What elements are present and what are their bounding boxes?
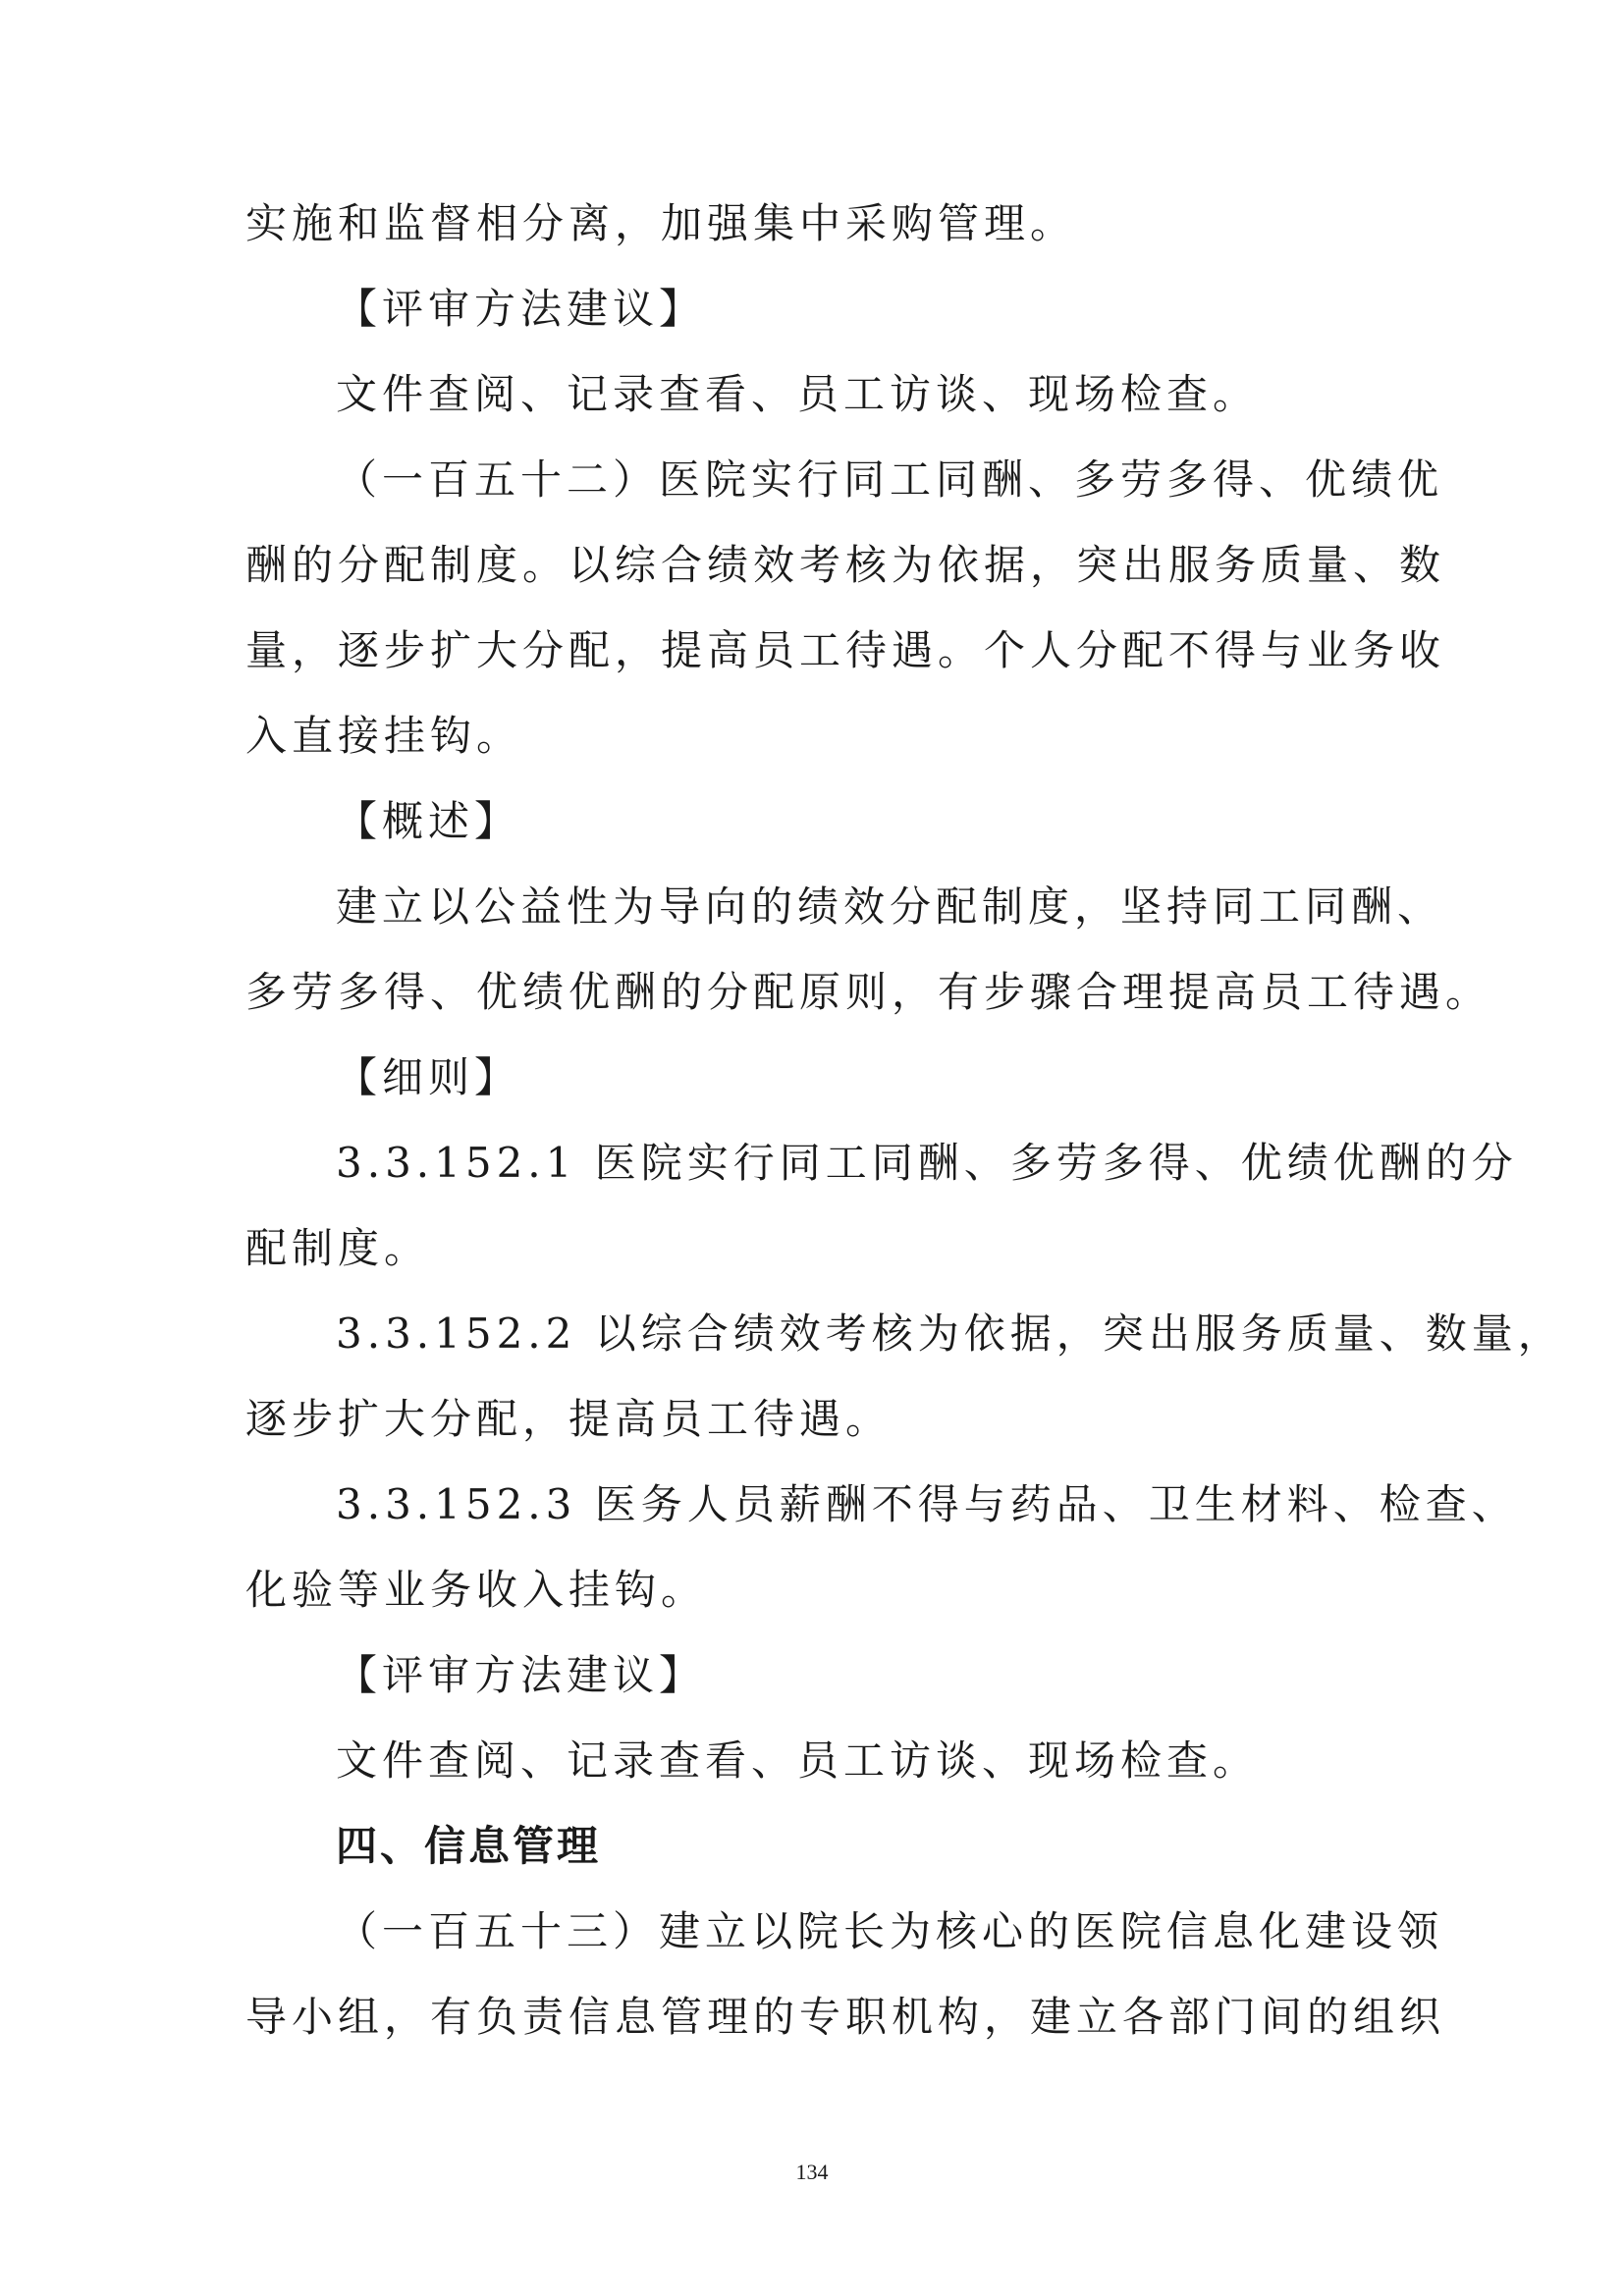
paragraph-line: 配制度。 [245, 1224, 431, 1272]
section-heading-overview: 【概述】 [336, 797, 521, 845]
paragraph-line: 导小组，有负责信息管理的专职机构，建立各部门间的组织 [245, 1993, 1446, 2041]
section-heading-review-method: 【评审方法建议】 [336, 285, 706, 333]
rule-item: 3.3.152.3 医务人员薪酬不得与药品、卫生材料、检查、 [336, 1480, 1518, 1528]
rule-item: 3.3.152.2 以综合绩效考核为依据，突出服务质量、数量， [336, 1309, 1564, 1358]
page-number: 134 [795, 2160, 829, 2184]
section-heading-rules: 【细则】 [336, 1053, 521, 1101]
paragraph-line: 实施和监督相分离，加强集中采购管理。 [245, 199, 1077, 247]
paragraph-line: 酬的分配制度。以综合绩效考核为依据，突出服务质量、数 [245, 541, 1446, 589]
article-152-heading: （一百五十二）医院实行同工同酬、多劳多得、优绩优 [336, 455, 1444, 504]
section-heading-review-method: 【评审方法建议】 [336, 1651, 706, 1699]
paragraph-line: 逐步扩大分配，提高员工待遇。 [245, 1395, 893, 1443]
paragraph-line: 文件查阅、记录查看、员工访谈、现场检查。 [336, 1736, 1260, 1785]
rule-item: 3.3.152.1 医院实行同工同酬、多劳多得、优绩优酬的分 [336, 1139, 1518, 1187]
paragraph-line: 量，逐步扩大分配，提高员工待遇。个人分配不得与业务收 [245, 626, 1446, 674]
article-153-heading: （一百五十三）建立以院长为核心的医院信息化建设领 [336, 1907, 1444, 1955]
paragraph-line: 入直接挂钩。 [245, 712, 523, 760]
paragraph-line: 多劳多得、优绩优酬的分配原则，有步骤合理提高员工待遇。 [245, 968, 1492, 1016]
paragraph-line: 文件查阅、记录查看、员工访谈、现场检查。 [336, 370, 1260, 418]
paragraph-line: 化验等业务收入挂钩。 [245, 1566, 708, 1614]
chapter-heading-information-management: 四、信息管理 [336, 1822, 602, 1870]
paragraph-line: 建立以公益性为导向的绩效分配制度，坚持同工同酬、 [336, 882, 1444, 931]
